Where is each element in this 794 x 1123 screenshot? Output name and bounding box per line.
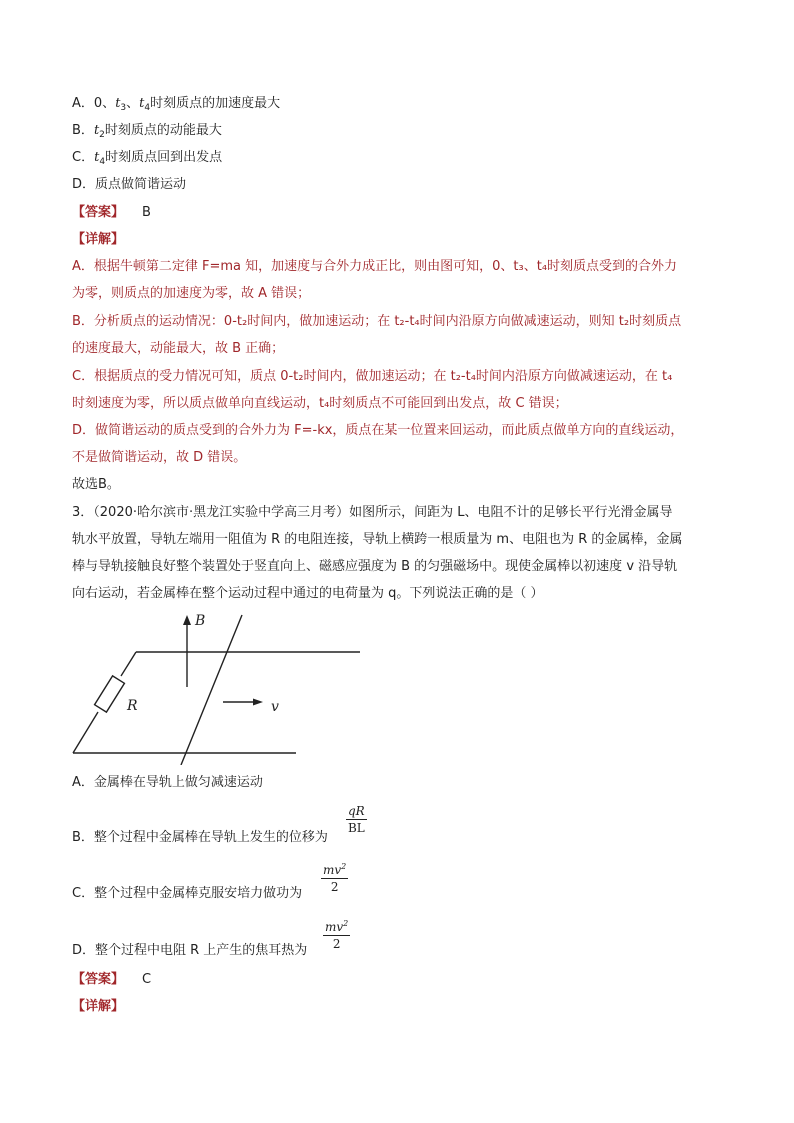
q3-option-b: B．整个过程中金属棒在导轨上发生的位移为	[72, 830, 328, 845]
question-stem-line: 向右运动，若金属棒在整个运动过程中通过的电荷量为 q。下列说法正确的是（ ）	[72, 586, 544, 601]
q3-option-c: C．整个过程中金属棒克服安培力做功为	[72, 886, 303, 901]
answer-value: C	[142, 972, 152, 987]
question-stem-line: 3．（2020·哈尔滨市·黑龙江实验中学高三月考）如图所示，间距为 L、电阻不计的足够长平行光滑金属导	[72, 505, 673, 520]
detail-line: 时刻速度为零，所以质点做单向直线运动，t₄时刻质点不可能回到出发点，故 C 错误；	[72, 396, 568, 411]
q3-option-a: A．金属棒在导轨上做匀减速运动	[72, 775, 263, 790]
question-stem-line: 棒与导轨接触良好整个装置处于竖直向上、磁感应强度为 B 的匀强磁场中。现使金属棒以初速度 v 沿导轨	[72, 559, 678, 574]
answer-value: B	[142, 205, 151, 220]
question-stem-line: 轨水平放置，导轨左端用一阻值为 R 的电阻连接，导轨上横跨一根质量为 m、电阻也为 R 的金属棒，金属	[72, 532, 683, 547]
fraction-qr-over-bl: $\frac{qR}{BL}$	[347, 804, 365, 835]
answer-label: 【答案】	[72, 205, 125, 220]
option-a: A．0、$t_3$、$t_4$时刻质点的加速度最大	[72, 96, 281, 113]
detail-line: A．根据牛顿第二定律 F=ma 知，加速度与合外力成正比，则由图可知，0、t₃、t₄时刻质点受到的合外力	[72, 259, 678, 274]
option-c: C．$t_4$时刻质点回到出发点	[72, 150, 223, 167]
q3-answer-row	[72, 970, 151, 990]
answer-row	[72, 203, 151, 223]
detail-line: B．分析质点的运动情况：0-t₂时间内，做加速运动；在 t₂-t₄时间内沿原方向做减速运动，则知 t₂时刻质点	[72, 314, 682, 329]
label-r: R	[127, 698, 138, 714]
option-d: D．质点做简谐运动	[72, 177, 187, 192]
detail-line: 为零，则质点的加速度为零，故 A 错误；	[72, 286, 311, 301]
detail-label: 【详解】	[72, 232, 125, 247]
metal-rod	[181, 615, 242, 765]
detail-line: 的速度最大，动能最大，故 B 正确；	[72, 341, 285, 356]
conclusion: 故选B。	[72, 477, 120, 492]
resistor	[95, 676, 125, 712]
detail-line: C．根据质点的受力情况可知，质点 0-t₂时间内，做加速运动；在 t₂-t₄时间内沿原方向做减速运动，在 t₄	[72, 369, 673, 384]
fraction-mv2-over-2: $\frac{mv^2}{2}$	[323, 916, 350, 952]
wire-left-lower	[73, 712, 98, 753]
label-b: B	[195, 613, 206, 629]
option-b: B．$t_2$时刻质点的动能最大	[72, 123, 222, 140]
detail-line: 不是做简谐运动，故 D 错误。	[72, 450, 247, 465]
detail-line: D．做简谐运动的质点受到的合外力为 F=-kx，质点在某一位置来回运动，而此质点做单方向的直线运动，	[72, 423, 684, 438]
answer-label: 【答案】	[72, 972, 125, 987]
rail-circuit-diagram	[60, 605, 380, 765]
fraction-mv2-over-2: $\frac{mv^2}{2}$	[321, 859, 348, 895]
q3-option-d: D．整个过程中电阻 R 上产生的焦耳热为	[72, 943, 308, 958]
q3-detail-label: 【详解】	[72, 999, 125, 1014]
label-v: v	[271, 699, 279, 715]
wire-left-upper	[121, 652, 136, 676]
